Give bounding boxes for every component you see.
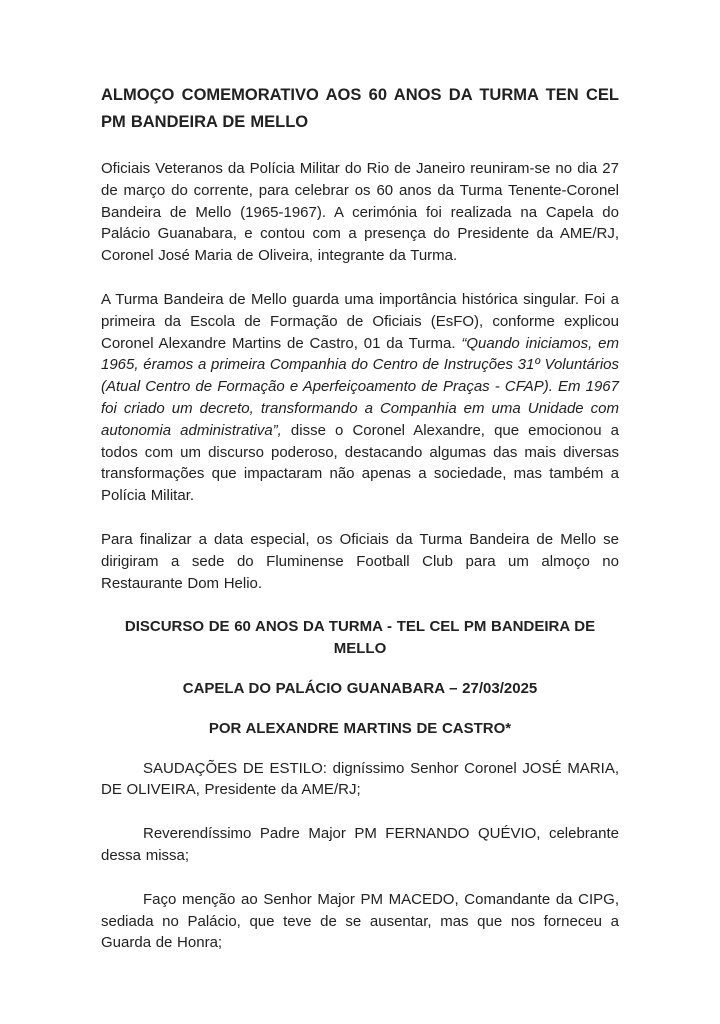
text-segment: DISCURSO DE 60 ANOS DA TURMA - TEL CEL PM BANDEIRA DE MELLO bbox=[124, 618, 596, 658]
text-segment: disse o Coronel Alexandre, que emocionou a todos com um discurso poderoso, destacando algumas das mais diversas transformações que impactaram não apenas a sociedade, mas também a Polícia Militar. bbox=[101, 421, 619, 505]
text-segment: Para finalizar a data especial, os Oficiais da Turma Bandeira de Mello se dirigiram a sede do Fluminense Football Club para um almoço no Restaurante Dom Helio. bbox=[101, 530, 619, 592]
text-segment: Faço menção ao Senhor Major PM MACEDO, Comandante da CIPG, sediada no Palácio, que teve de se ausentar, mas que nos forneceu a Guarda de Honra; bbox=[101, 890, 619, 952]
document-content bbox=[101, 82, 619, 954]
text-segment: CAPELA DO PALÁCIO GUANABARA – 27/03/2025 bbox=[182, 679, 538, 697]
text-segment: ALMOÇO COMEMORATIVO AOS 60 ANOS DA TURMA TEN CEL PM BANDEIRA DE MELLO bbox=[101, 86, 619, 131]
heading-discurso bbox=[101, 616, 619, 660]
text-segment: Reverendíssimo Padre Major PM FERNANDO QUÉVIO, celebrante dessa missa; bbox=[101, 825, 619, 864]
padre-paragraph bbox=[101, 823, 619, 867]
heading-autor bbox=[101, 718, 619, 740]
intro-paragraph bbox=[101, 158, 619, 267]
macedo-paragraph bbox=[101, 889, 619, 954]
text-segment: POR ALEXANDRE MARTINS DE CASTRO* bbox=[208, 719, 512, 737]
quote-text-segment: “Quando iniciamos, em 1965, éramos a primeira Companhia do Centro de Instruções 31º Voluntários (Atual Centro de Formação e Aperfeiçoamento de Praças - CFAP). Em 1967 foi criado um decreto, transformando a Companhia em uma Unidade com autonomia administrativa”, bbox=[101, 334, 620, 439]
history-paragraph bbox=[101, 289, 619, 507]
heading-capela-data bbox=[101, 678, 619, 700]
lunch-paragraph bbox=[101, 529, 619, 594]
saudacoes-paragraph bbox=[101, 758, 619, 802]
text-segment: SAUDAÇÕES DE ESTILO: digníssimo Senhor Coronel JOSÉ MARIA, DE OLIVEIRA, Presidente da AME/RJ; bbox=[101, 759, 619, 799]
text-segment: Oficiais Veteranos da Polícia Militar do Rio de Janeiro reuniram-se no dia 27 de março do corrente, para celebrar os 60 anos da Turma Tenente-Coronel Bandeira de Mello (1965-1967). A cerimónia foi realizada na Capela do Palácio Guanabara, e contou com a presença do Presidente da AME/RJ, Coronel José Maria de Oliveira, integrante da Turma. bbox=[101, 160, 619, 265]
document-title bbox=[101, 82, 619, 136]
text-segment: A Turma Bandeira de Mello guarda uma importância histórica singular. Foi a primeira da Escola de Formação de Oficiais (EsFO), conforme explicou Coronel Alexandre Martins de Castro, 01 da Turma. bbox=[101, 290, 619, 352]
